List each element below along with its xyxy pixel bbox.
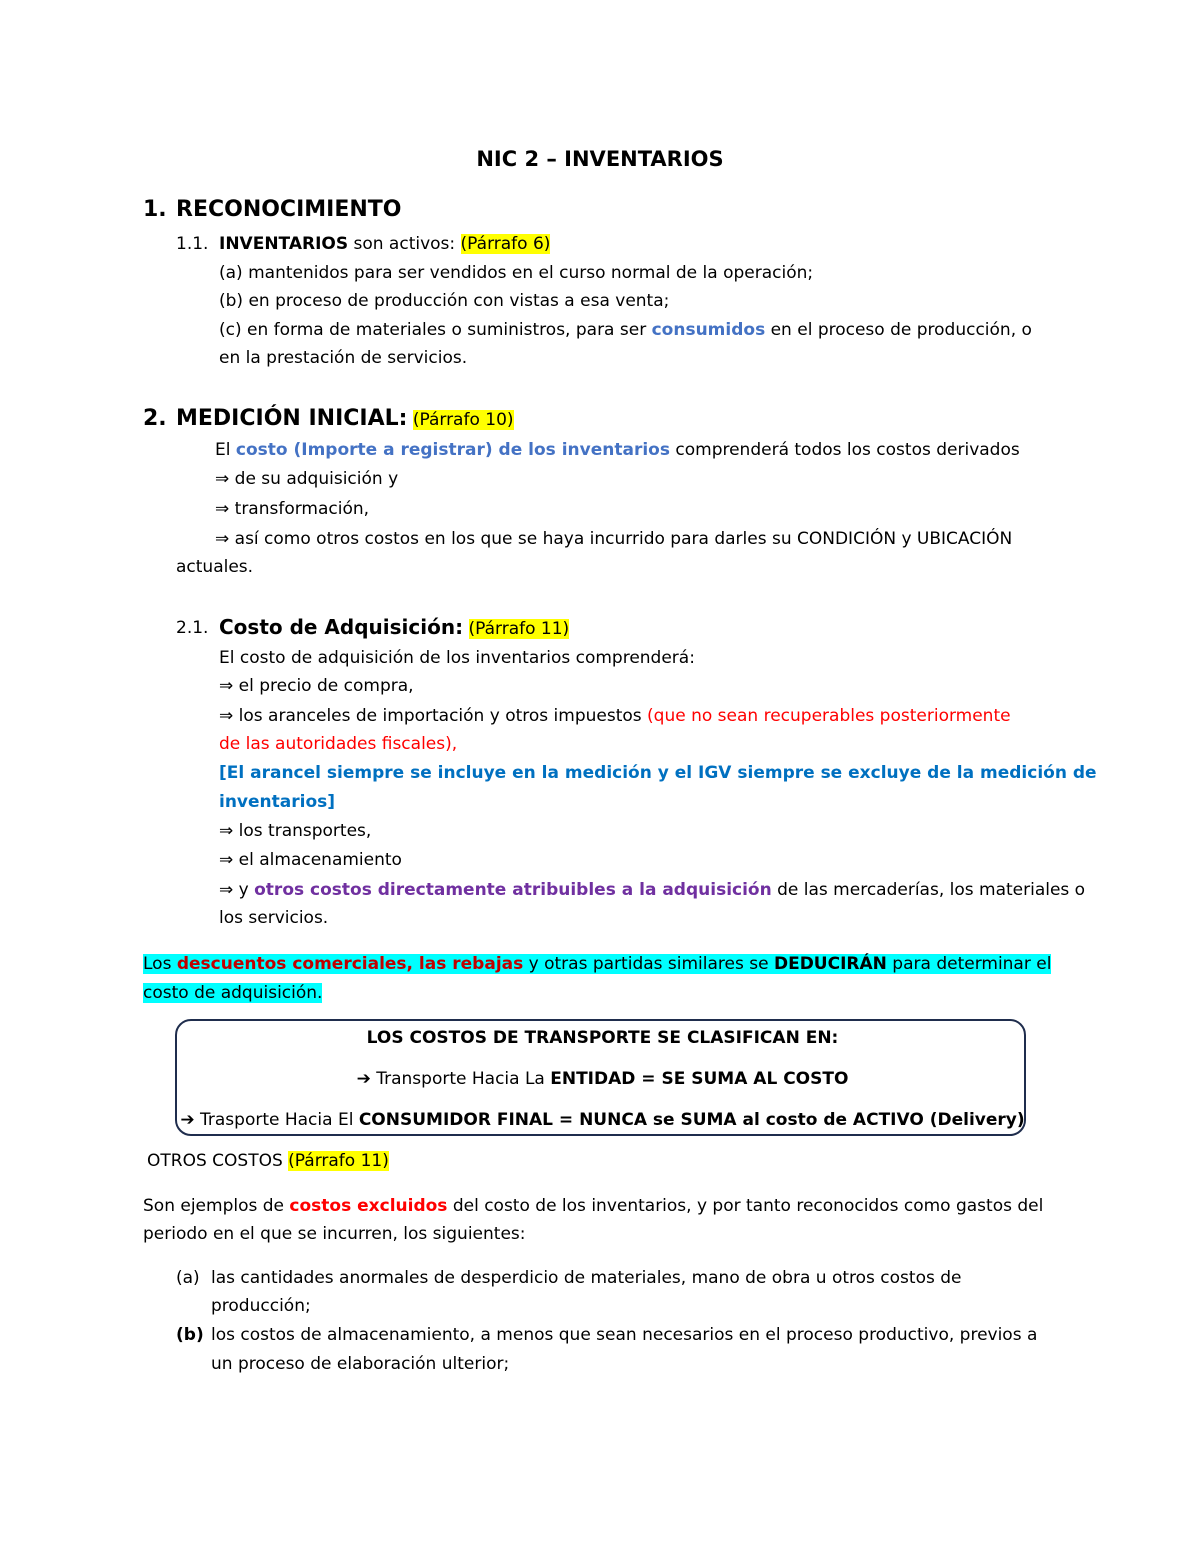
list-item-a: (a) mantenidos para ser vendidos en el curso normal de la operación; [219,263,814,283]
box-line-1: ➔ Transporte Hacia La ENTIDAD = SE SUMA AL COSTO [356,1069,849,1089]
paragraph-ref-6: (Párrafo 6) [460,234,551,254]
discount-line-2: costo de adquisición. [143,983,323,1003]
deduciran-term: DEDUCIRÁN [773,954,887,974]
list-item-b: (b) en proceso de producción con vistas a esa venta; [219,291,670,311]
subsection-1-1-line [219,232,550,256]
transport-costs-box [175,1019,1026,1136]
excluded-item-a: las cantidades anormales de desperdicio de materiales, mano de obra u otros costos de [211,1268,962,1288]
list-item-c-continued: en la prestación de servicios. [219,348,468,368]
excluded-item-b: los costos de almacenamiento, a menos que sean necesarios en el proceso productivo, previos a [211,1325,1038,1345]
section-2-heading: MEDICIÓN INICIAL: [176,406,408,431]
section-2-item-3: ⇒ así como otros costos en los que se haya incurrido para darles su CONDICIÓN y UBICACIÓN [215,529,1013,549]
box-title: LOS COSTOS DE TRANSPORTE SE CLASIFICAN EN: [366,1028,839,1048]
subsection-1-1-text: son activos: [348,234,461,254]
subsection-2-1-intro: El costo de adquisición de los inventarios comprenderá: [219,648,695,668]
section-2-item-1: ⇒ de su adquisición y [215,469,399,489]
implies-arrow-icon: ⇒ [219,821,234,841]
section-1-heading: RECONOCIMIENTO [176,197,402,222]
consumidos-term: consumidos [651,320,766,340]
right-arrow-icon: ➔ [356,1069,371,1089]
acq-item-1: ⇒ el precio de compra, [219,676,414,696]
otros-costos-term: otros costos directamente atribuibles a la adquisición [254,880,772,900]
right-arrow-icon: ➔ [180,1110,195,1130]
box-line-2: ➔ Trasporte Hacia El CONSUMIDOR FINAL = NUNCA se SUMA al costo de ACTIVO (Delivery) [180,1110,1025,1130]
costo-term: costo (Importe a registrar) de los inventarios [235,440,670,460]
subsection-1-1-number: 1.1. [176,234,209,254]
section-2-number: 2. [143,406,167,431]
acq-item-5-continued: los servicios. [219,908,329,928]
excluded-item-b-continued: un proceso de elaboración ulterior; [211,1354,510,1374]
acq-item-2: ⇒ los aranceles de importación y otros impuestos (que no sean recuperables posteriormente [219,706,1011,726]
otros-costos-heading-line [147,1149,389,1173]
blue-note-continued: inventarios] [219,792,336,812]
section-2-intro: El costo (Importe a registrar) de los inventarios comprenderá todos los costos derivados [215,440,1020,460]
excluded-item-b-label: (b) [176,1325,204,1345]
blue-note: [El arancel siempre se incluye en la medición y el IGV siempre se excluye de la medición de [219,763,1097,783]
section-2-item-3-continued: actuales. [176,557,254,577]
implies-arrow-icon: ⇒ [215,499,230,519]
page-title: NIC 2 – INVENTARIOS [476,147,724,171]
section-1-number: 1. [143,197,167,222]
acq-item-3: ⇒ los transportes, [219,821,372,841]
list-item-c: (c) en forma de materiales o suministros, para ser consumidos en el proceso de producción, o [219,320,1032,340]
excluded-item-a-label: (a) [176,1268,200,1288]
subsection-2-1-heading-line [219,615,569,641]
otros-paragraph-line-1: Son ejemplos de costos excluidos del costo de los inventarios, y por tanto reconocidos como gastos del [143,1196,1044,1216]
implies-arrow-icon: ⇒ [219,706,234,726]
subsection-2-1-heading: Costo de Adquisición: [219,615,464,639]
implies-arrow-icon: ⇒ [219,880,234,900]
otros-paragraph-line-2: periodo en el que se incurren, los siguientes: [143,1224,526,1244]
implies-arrow-icon: ⇒ [219,676,234,696]
paragraph-ref-11b: (Párrafo 11) [288,1151,389,1171]
excluded-item-a-continued: producción; [211,1296,311,1316]
section-2-heading-line [176,407,514,432]
implies-arrow-icon: ⇒ [219,850,234,870]
discount-line-1: Los descuentos comerciales, las rebajas y otras partidas similares se DEDUCIRÁN para determinar el [143,954,1052,974]
implies-arrow-icon: ⇒ [215,469,230,489]
section-2-item-2: ⇒ transformación, [215,499,370,519]
descuentos-term: descuentos comerciales, las rebajas [176,954,524,974]
implies-arrow-icon: ⇒ [215,529,230,549]
subsection-2-1-number: 2.1. [176,618,209,638]
otros-costos-heading: OTROS COSTOS [147,1151,283,1171]
acq-item-5: ⇒ y otros costos directamente atribuibles a la adquisición de las mercaderías, los materiales o [219,880,1086,900]
inventarios-term: INVENTARIOS [219,234,349,254]
paragraph-ref-11: (Párrafo 11) [468,619,570,639]
paragraph-ref-10: (Párrafo 10) [412,410,514,430]
red-note: (que no sean recuperables posteriormente [647,706,1011,726]
red-note-continued: de las autoridades fiscales), [219,734,458,754]
costos-excluidos-term: costos excluidos [289,1196,448,1216]
acq-item-4: ⇒ el almacenamiento [219,850,402,870]
